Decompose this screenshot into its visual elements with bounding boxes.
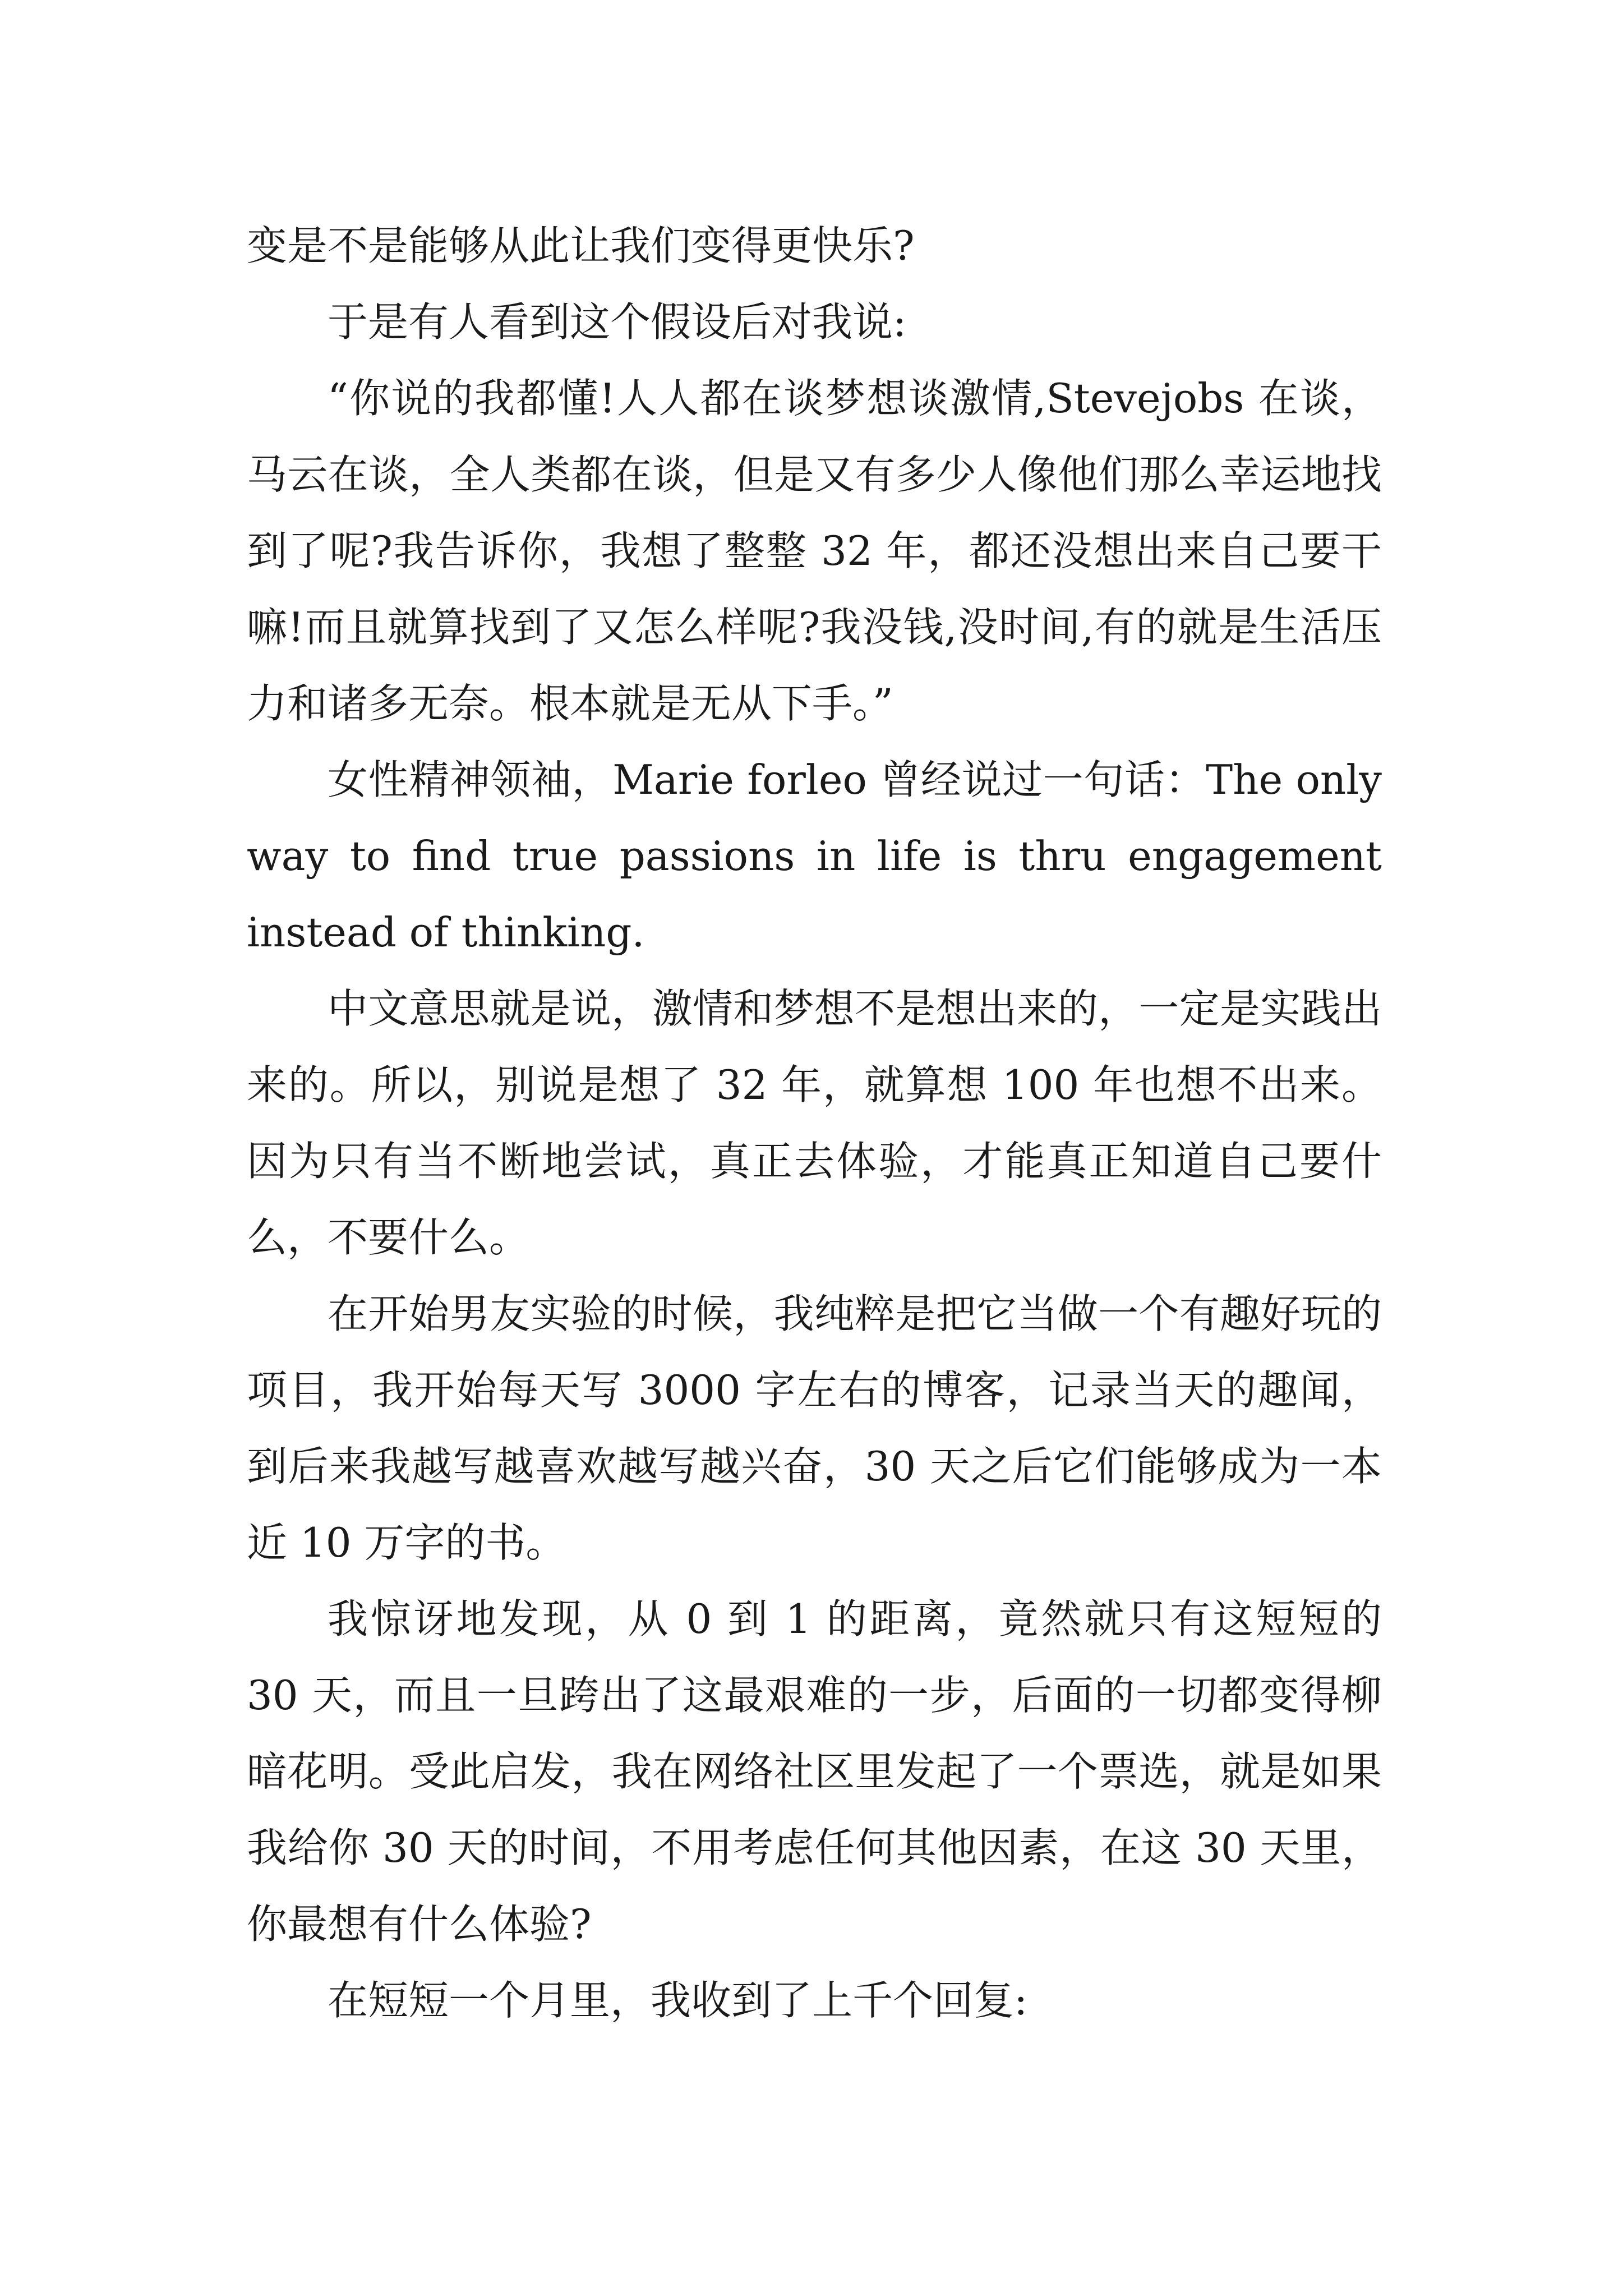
paragraph-chinese-meaning: 中文意思就是说，激情和梦想不是想出来的，一定是实践出来的。所以，别说是想了 32 年，就算想 100 年也想不出来。因为只有当不断地尝试，真正去体验，才能真正知道自己要什么，不要什么。 xyxy=(247,985,1382,1261)
paragraph-marie-forleo: 女性精神领袖，Marie forleo 曾经说过一句话：The only way to find true passions in life is thru engagement instead of thinking. xyxy=(247,756,1382,956)
paragraph-continuation: 变是不是能够从此让我们变得更快乐? xyxy=(247,222,915,269)
paragraph-quote: “你说的我都懂!人人都在谈梦想谈激情,Stevejobs 在谈，马云在谈，全人类都在谈，但是又有多少人像他们那么幸运地找到了呢?我告诉你，我想了整整 32 年，都还没想出来自己要干嘛!而且就算找到了又怎么样呢?我没钱,没时间,有的就是生活压力和诸多无奈。根本就是无从下手。” xyxy=(247,375,1382,727)
paragraph-intro-reply: 于是有人看到这个假设后对我说: xyxy=(328,298,907,346)
paragraph-boyfriend-experiment: 在开始男友实验的时候，我纯粹是把它当做一个有趣好玩的项目，我开始每天写 3000 字左右的博客，记录当天的趣闻，到后来我越写越喜欢越写越兴奋，30 天之后它们能够成为一本近 10 万字的书。 xyxy=(247,1290,1382,1566)
body-text xyxy=(247,208,1382,2039)
paragraph-replies: 在短短一个月里，我收到了上千个回复: xyxy=(328,1977,1028,2024)
paragraph-discovery: 我惊讶地发现，从 0 到 1 的距离，竟然就只有这短短的 30 天，而且一旦跨出了这最艰难的一步，后面的一切都变得柳暗花明。受此启发，我在网络社区里发起了一个票选，就是如果我给你 30 天的时间，不用考虑任何其他因素，在这 30 天里，你最想有什么体验? xyxy=(247,1595,1382,1948)
